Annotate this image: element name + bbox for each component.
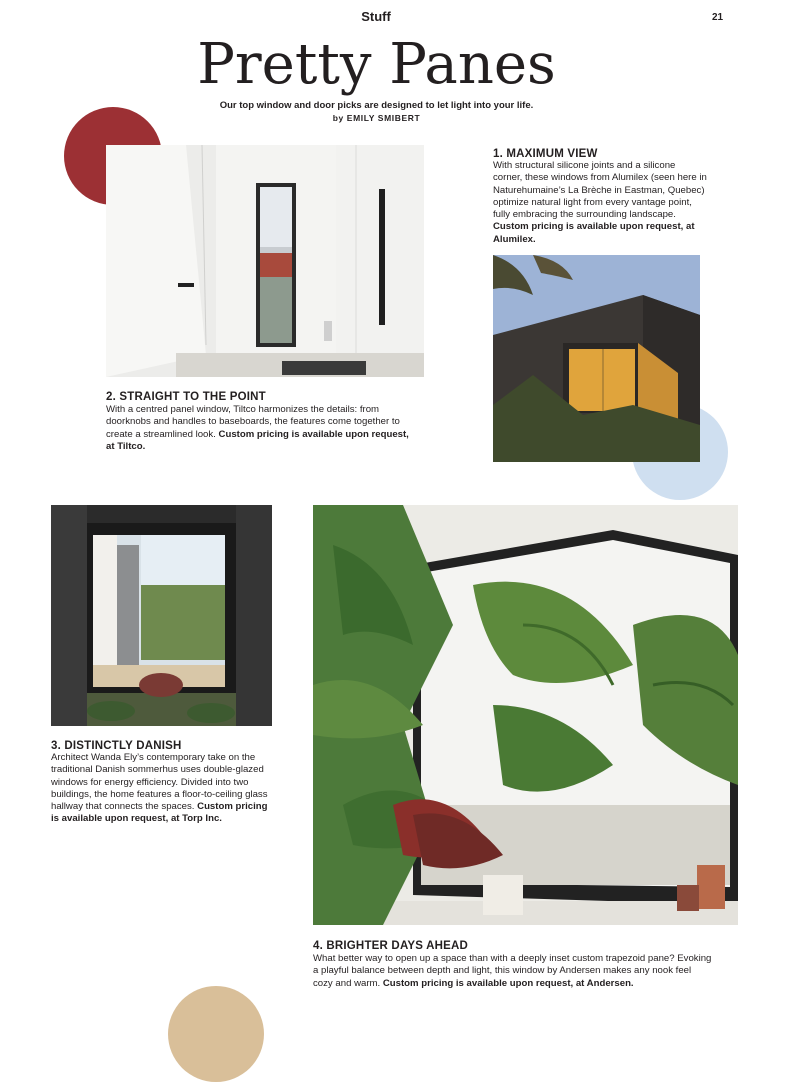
- item-4-heading: 4. BRIGHTER DAYS AHEAD: [313, 940, 468, 952]
- item-2-heading: 2. STRAIGHT TO THE POINT: [106, 391, 266, 403]
- item-2-body: [106, 404, 414, 453]
- item-1-heading: 1. MAXIMUM VIEW: [493, 148, 598, 160]
- deck: Our top window and door picks are designed to let light into your life.: [219, 100, 534, 111]
- photo-trapezoid-window-andersen: [313, 505, 738, 925]
- byline: by EMILY SMIBERT: [332, 113, 421, 123]
- item-4-body: [313, 953, 713, 990]
- item-1-pricing: Custom pricing is available upon request, at Alumilex.: [493, 221, 695, 245]
- item-3-body: [51, 752, 273, 826]
- item-2-description: With a centred panel window, Tiltco harmonizes the details: from doorknobs and handles to baseboards, the features come together to create a streamlined look.: [106, 404, 400, 440]
- photo-cabin-alumilex: [493, 255, 700, 462]
- page-title: Pretty Panes: [197, 32, 556, 97]
- photo-hallway-tiltco: [106, 145, 424, 377]
- item-1-body: [493, 160, 707, 246]
- item-2-pricing: Custom pricing is available upon request, at Tiltco.: [106, 428, 409, 452]
- tan-circle-decoration: [168, 986, 264, 1082]
- item-4-description: What better way to open up a space than with a deeply inset custom trapezoid pane? Evoking a playful balance between depth and light, this window by Andersen makes any nook feel cozy and warm.: [313, 953, 712, 989]
- item-3-heading: 3. DISTINCTLY DANISH: [51, 740, 182, 752]
- item-1-description: With structural silicone joints and a silicone corner, these windows from Alumilex (seen here in Naturehumaine’s La Brèche in Eastman, Quebec) optimize natural light from every vantage point, fully embracing the surrounding landscape.: [493, 160, 707, 221]
- page-number: 21: [712, 12, 724, 23]
- item-3-pricing: Custom pricing is available upon request, at Torp Inc.: [51, 801, 268, 825]
- section-label: Stuff: [361, 9, 391, 24]
- item-4-pricing: Custom pricing is available upon request, at Andersen.: [382, 977, 634, 989]
- item-3-description: Architect Wanda Ely’s contemporary take on the traditional Danish sommerhus uses double-glazed windows for energy efficiency. Divided into two buildings, the home features a floor-to-ceiling glass hallway that connects the spaces.: [51, 752, 268, 813]
- photo-glass-hallway-torp: [51, 505, 272, 726]
